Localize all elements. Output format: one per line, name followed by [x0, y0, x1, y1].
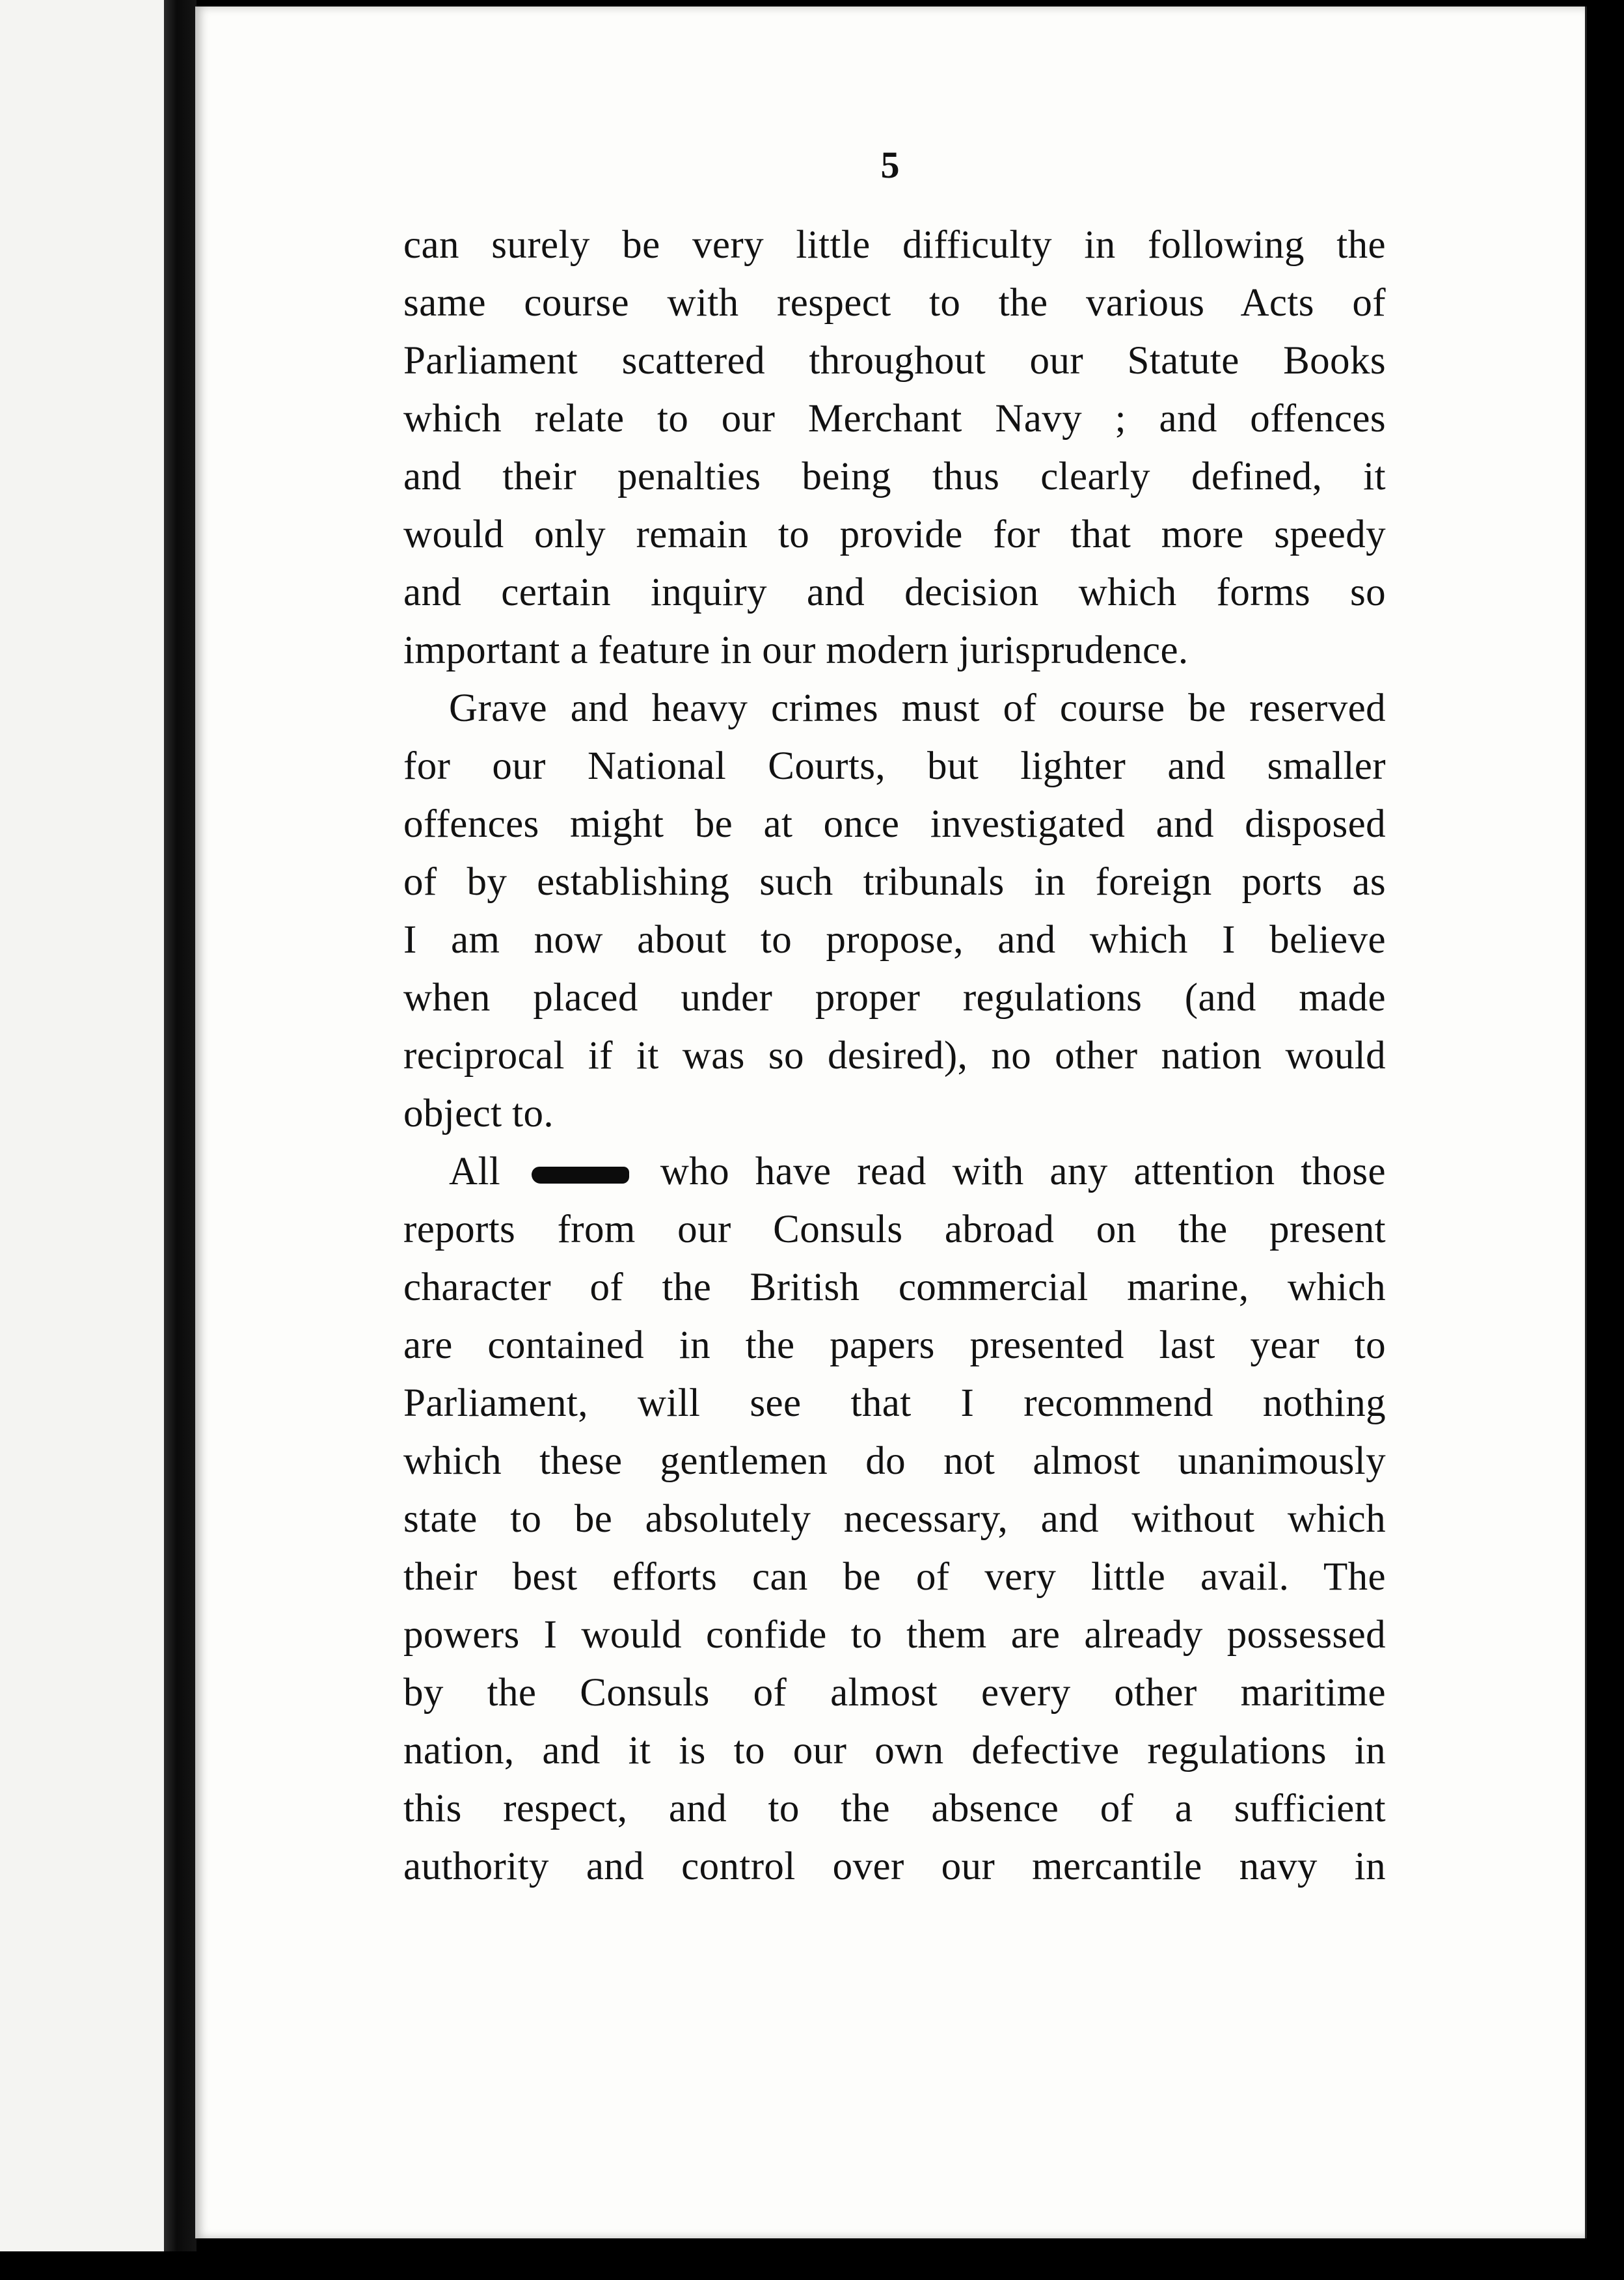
text-line: Parliament, will see that I recommend nothing	[403, 1381, 1386, 1425]
text-fragment: who have read with any attention those	[660, 1150, 1387, 1193]
text-line: by the Consuls of almost every other maritime	[403, 1671, 1386, 1715]
facing-page-edge	[0, 0, 170, 2251]
text-line: state to be absolutely necessary, and without which	[403, 1497, 1386, 1541]
text-line: this respect, and to the absence of a sufficient	[403, 1787, 1386, 1830]
text-line: which relate to our Merchant Navy ; and offences	[403, 397, 1386, 441]
text-line: character of the British commercial marine, which	[403, 1266, 1386, 1309]
text-line: are contained in the papers presented last year to	[403, 1323, 1386, 1367]
text-line: can surely be very little difficulty in following the	[403, 223, 1386, 267]
text-line: I am now about to propose, and which I believe	[403, 918, 1386, 962]
book-page	[195, 7, 1587, 2238]
ink-blot-mark	[532, 1167, 629, 1184]
book-spine-shadow	[164, 0, 196, 2251]
text-line: authority and control over our mercantile navy in	[403, 1845, 1386, 1888]
text-line: reports from our Consuls abroad on the present	[403, 1208, 1386, 1251]
text-line: when placed under proper regulations (and made	[403, 976, 1386, 1020]
text-line: for our National Courts, but lighter and smaller	[403, 744, 1386, 788]
text-line: reciprocal if it was so desired), no other nation would	[403, 1034, 1386, 1078]
text-line: same course with respect to the various Acts of	[403, 281, 1386, 325]
text-line: and their penalties being thus clearly defined, it	[403, 455, 1386, 498]
text-line: which these gentlemen do not almost unanimously	[403, 1439, 1386, 1483]
text-line: Parliament scattered throughout our Statute Books	[403, 339, 1386, 383]
text-line: important a feature in our modern jurisprudence.	[403, 629, 1189, 672]
text-line: would only remain to provide for that more speedy	[403, 513, 1386, 556]
text-line: offences might be at once investigated and disposed	[403, 802, 1386, 846]
text-line: powers I would confide to them are already possessed	[403, 1613, 1386, 1657]
text-line: and certain inquiry and decision which forms so	[403, 571, 1386, 614]
text-fragment: All	[449, 1150, 501, 1193]
text-line: object to.	[403, 1092, 554, 1135]
text-line: Grave and heavy crimes must of course be reserved	[449, 686, 1386, 730]
text-line: nation, and it is to our own defective regulations in	[403, 1729, 1386, 1772]
page-number: 5	[880, 144, 900, 186]
text-line: of by establishing such tribunals in foreign ports as	[403, 860, 1386, 904]
body-text	[403, 216, 1386, 1895]
text-line: their best efforts can be of very little avail. The	[403, 1555, 1386, 1599]
text-line-with-blot	[403, 1143, 1386, 1201]
